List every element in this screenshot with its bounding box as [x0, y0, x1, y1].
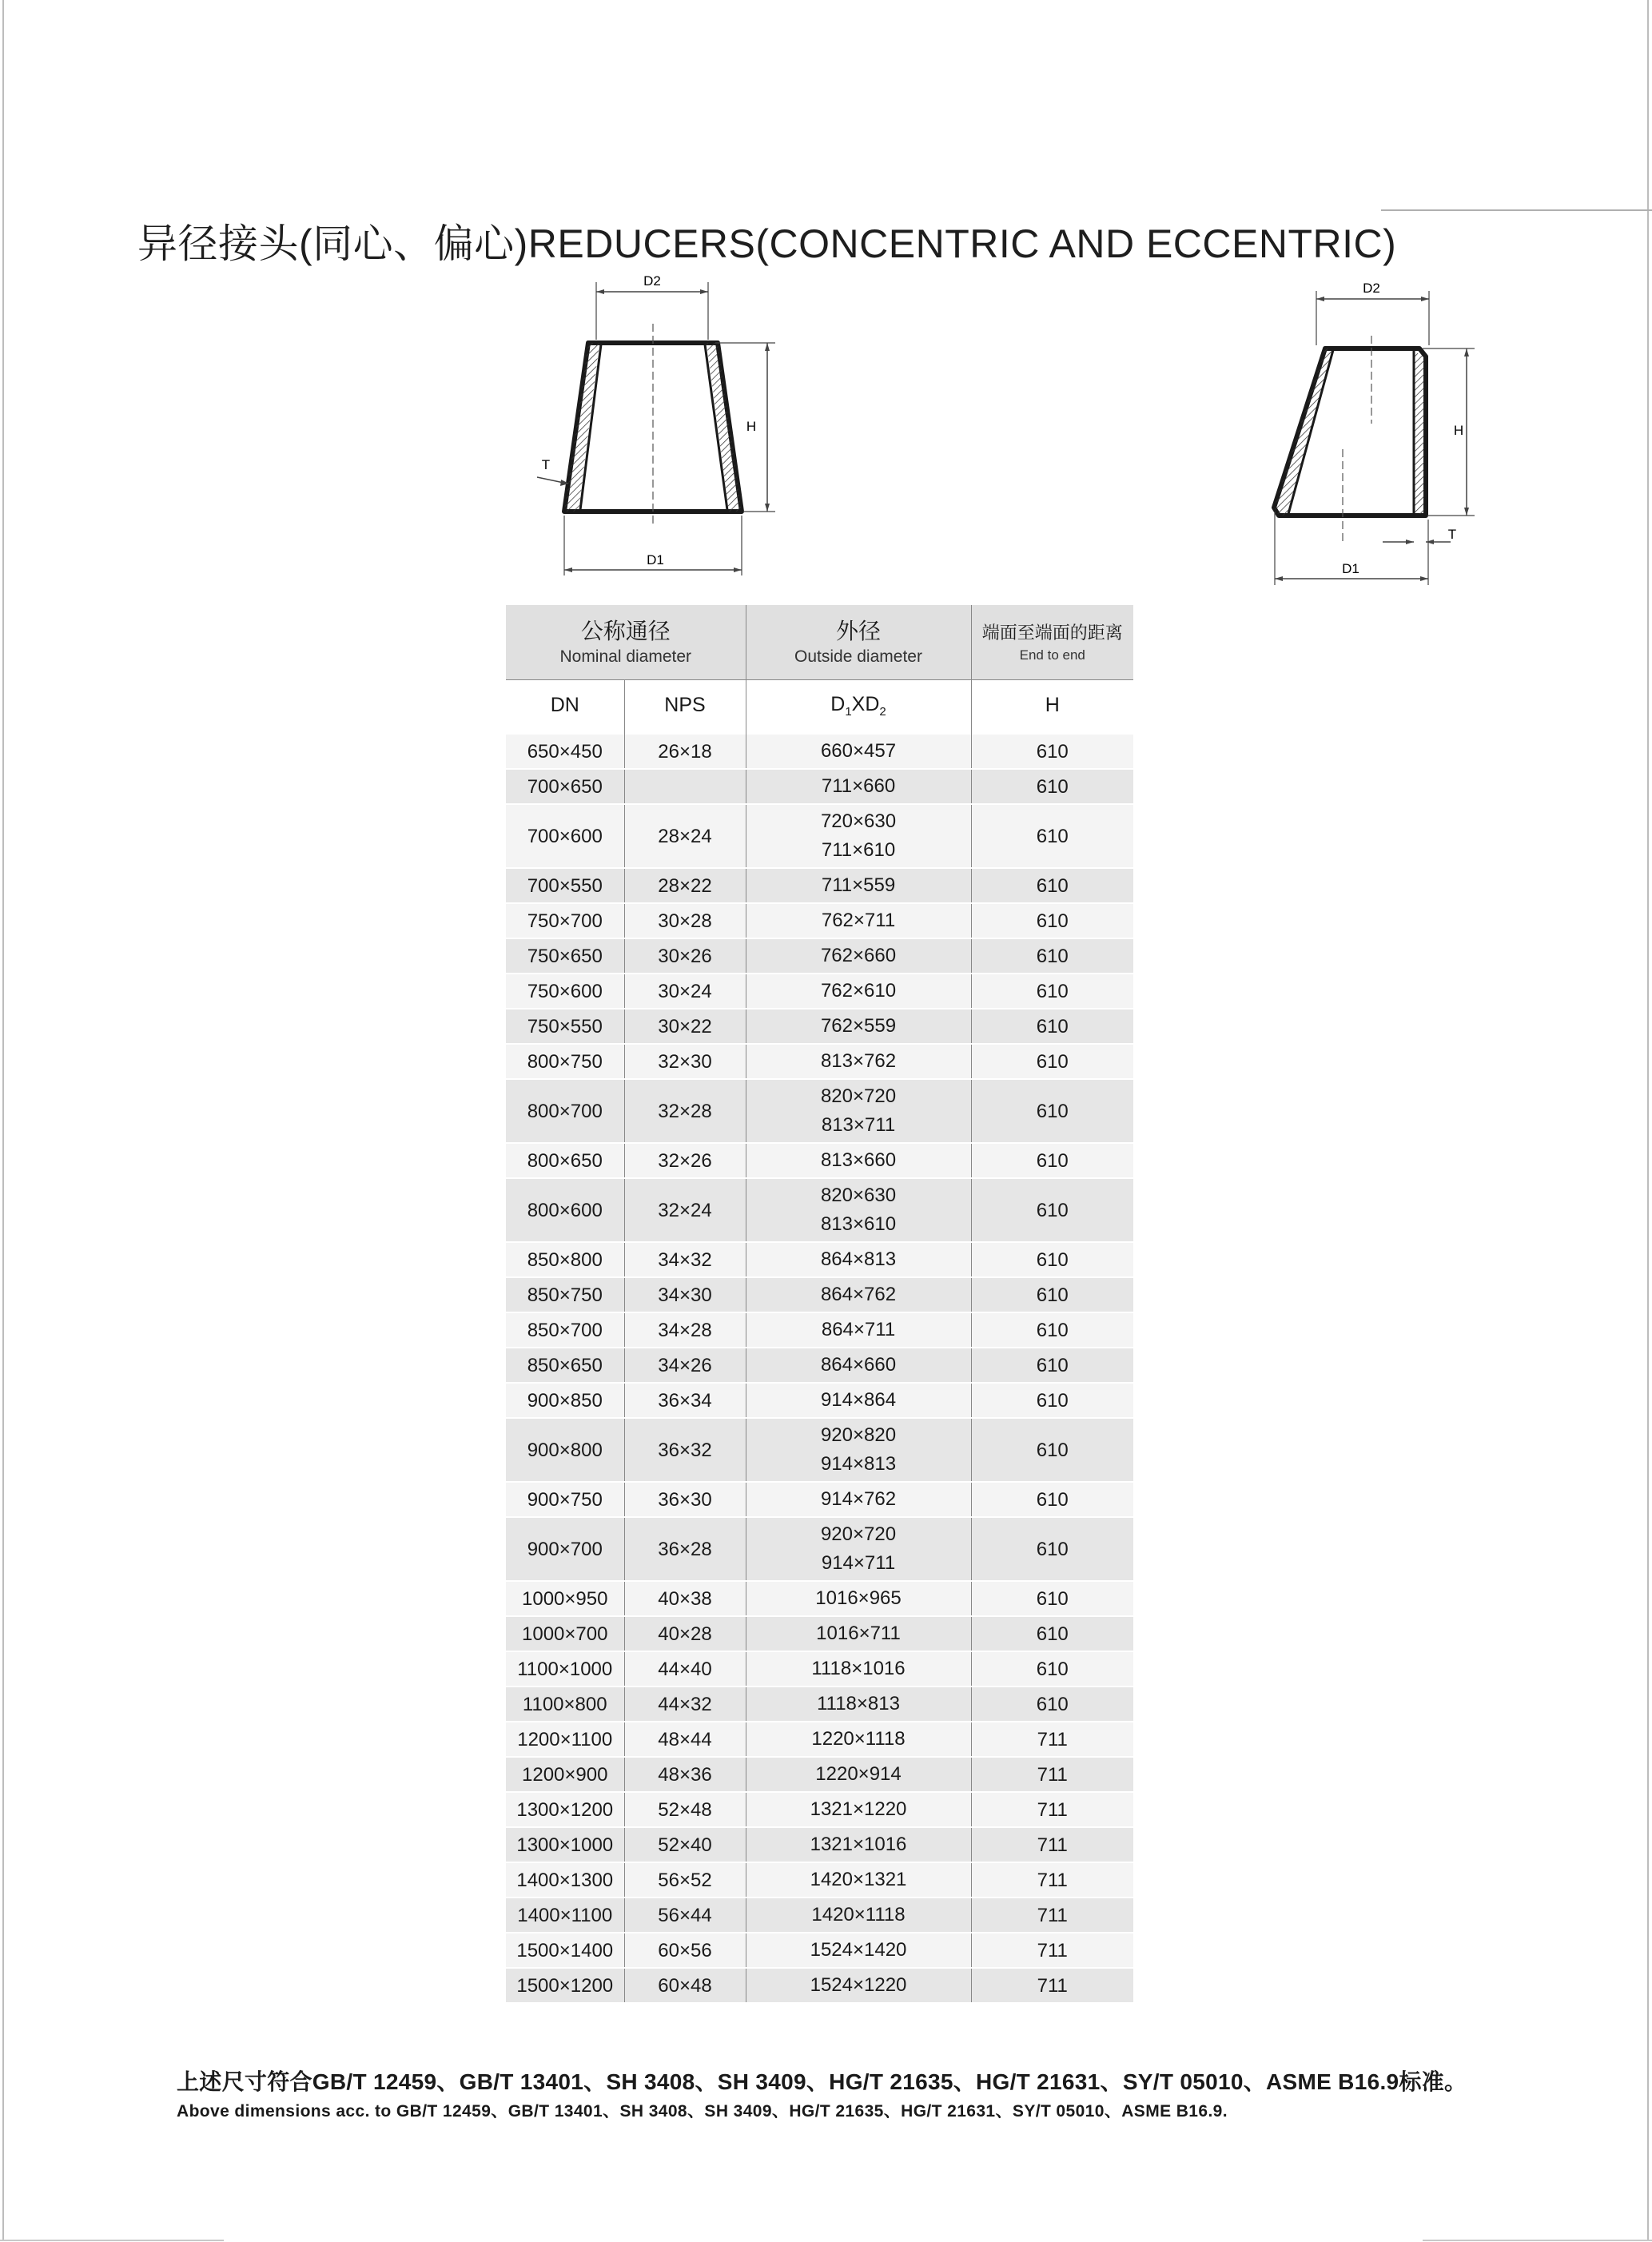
- cell-nps: 40×38: [624, 1581, 746, 1616]
- od-value: 914×864: [820, 1389, 897, 1411]
- od-value: 1118×813: [817, 1693, 900, 1714]
- cell-od: [746, 769, 971, 804]
- cell-h: 610: [971, 1651, 1133, 1686]
- od-value: 813×762: [820, 1050, 897, 1072]
- col-dn: DN: [506, 680, 624, 731]
- cell-h: 610: [971, 1383, 1133, 1418]
- top-divider: [1381, 209, 1652, 211]
- od-value: 1321×1016: [810, 1834, 907, 1855]
- table-row: [506, 1827, 1133, 1862]
- cell-nps: 44×40: [624, 1651, 746, 1686]
- cell-od: [746, 868, 971, 903]
- od-value: 711×660: [821, 775, 896, 797]
- cell-dn: 1400×1100: [506, 1898, 624, 1933]
- table-row: [506, 1277, 1133, 1312]
- table-row: [506, 1757, 1133, 1792]
- cell-dn: 800×600: [506, 1178, 624, 1242]
- cell-h: 610: [971, 1616, 1133, 1651]
- table-row: [506, 1143, 1133, 1178]
- cell-nps: 34×26: [624, 1348, 746, 1383]
- cell-nps: 60×56: [624, 1933, 746, 1968]
- cell-h: 610: [971, 1312, 1133, 1348]
- cell-h: 610: [971, 868, 1133, 903]
- cell-dn: 700×650: [506, 769, 624, 804]
- table-row: [506, 1242, 1133, 1277]
- table-row: [506, 1009, 1133, 1044]
- cell-h: 711: [971, 1757, 1133, 1792]
- cell-od: [746, 1277, 971, 1312]
- cell-h: 610: [971, 1277, 1133, 1312]
- cell-dn: 750×550: [506, 1009, 624, 1044]
- od-value: 762×559: [820, 1015, 897, 1037]
- od-value: 813×610: [820, 1213, 897, 1235]
- nominal-en: Nominal diameter: [559, 647, 692, 666]
- od-value: 914×711: [821, 1552, 896, 1574]
- cell-h: 610: [971, 804, 1133, 868]
- cell-nps: 30×28: [624, 903, 746, 938]
- cell-od: [746, 1044, 971, 1079]
- cell-dn: 750×650: [506, 938, 624, 974]
- cell-h: 610: [971, 1686, 1133, 1722]
- cell-dn: 750×700: [506, 903, 624, 938]
- cell-h: 711: [971, 1722, 1133, 1757]
- od-value: 1420×1321: [810, 1869, 907, 1890]
- cell-od: [746, 1757, 971, 1792]
- cell-dn: 1300×1200: [506, 1792, 624, 1827]
- cell-nps: 52×40: [624, 1827, 746, 1862]
- od-value: 720×630: [820, 810, 897, 832]
- table-row: [506, 1862, 1133, 1898]
- cell-nps: 28×24: [624, 804, 746, 868]
- cell-od: [746, 1348, 971, 1383]
- cell-dn: 1000×950: [506, 1581, 624, 1616]
- cell-dn: 700×600: [506, 804, 624, 868]
- table-row: [506, 1792, 1133, 1827]
- od-value: 762×610: [820, 980, 897, 1002]
- table-row: [506, 1686, 1133, 1722]
- table-body: [506, 735, 1133, 2003]
- eccentric-h-label: H: [1453, 423, 1464, 438]
- cell-h: 610: [971, 1517, 1133, 1581]
- od-value: 920×820: [820, 1424, 897, 1446]
- concentric-d1-label: D1: [647, 552, 664, 567]
- cell-dn: 700×550: [506, 868, 624, 903]
- cell-dn: 900×700: [506, 1517, 624, 1581]
- bottom-rule-right: [1423, 2240, 1652, 2241]
- cell-dn: 850×700: [506, 1312, 624, 1348]
- cell-od: [746, 1827, 971, 1862]
- od-value: 1220×914: [815, 1763, 902, 1785]
- od-value: 820×630: [820, 1185, 897, 1206]
- od-value: 864×711: [821, 1319, 896, 1340]
- cell-od: [746, 1968, 971, 2003]
- concentric-h-label: H: [746, 419, 757, 434]
- cell-h: 711: [971, 1933, 1133, 1968]
- table-row: [506, 1722, 1133, 1757]
- od-value: 1220×1118: [811, 1728, 906, 1750]
- od-value: 1118×1016: [811, 1658, 906, 1679]
- od-value: 1524×1420: [810, 1939, 907, 1961]
- table-row: [506, 1517, 1133, 1581]
- cell-nps: 34×32: [624, 1242, 746, 1277]
- cell-od: [746, 1686, 971, 1722]
- cell-nps: 40×28: [624, 1616, 746, 1651]
- cell-nps: 36×32: [624, 1418, 746, 1482]
- cell-dn: 850×650: [506, 1348, 624, 1383]
- cell-nps: 30×22: [624, 1009, 746, 1044]
- cell-dn: 750×600: [506, 974, 624, 1009]
- table-row: [506, 1044, 1133, 1079]
- outside-diameter-header: [746, 605, 971, 680]
- concentric-d2-label: D2: [643, 273, 661, 289]
- cell-od: [746, 1178, 971, 1242]
- table-header-group: [506, 605, 1133, 680]
- cell-dn: 900×800: [506, 1418, 624, 1482]
- cell-nps: 34×30: [624, 1277, 746, 1312]
- cell-h: 610: [971, 1418, 1133, 1482]
- cell-od: [746, 1722, 971, 1757]
- cell-od: [746, 735, 971, 769]
- cell-od: [746, 1383, 971, 1418]
- od-value: 762×711: [821, 910, 896, 931]
- od-value: 1321×1220: [810, 1798, 907, 1820]
- cell-h: 711: [971, 1792, 1133, 1827]
- cell-nps: 36×34: [624, 1383, 746, 1418]
- cell-dn: 1100×1000: [506, 1651, 624, 1686]
- od-value: 660×457: [820, 740, 897, 762]
- od-value: 1420×1118: [811, 1904, 906, 1925]
- nominal-cn: 公称通径: [580, 618, 671, 643]
- cell-h: 711: [971, 1862, 1133, 1898]
- cell-od: [746, 1581, 971, 1616]
- cell-od: [746, 1862, 971, 1898]
- od-value: 711×610: [821, 839, 896, 861]
- od-value: 711×559: [821, 874, 896, 896]
- cell-nps: 26×18: [624, 735, 746, 769]
- cell-dn: 1500×1200: [506, 1968, 624, 2003]
- table-row: [506, 1651, 1133, 1686]
- cell-h: 610: [971, 1242, 1133, 1277]
- table-row: [506, 868, 1133, 903]
- cell-dn: 1000×700: [506, 1616, 624, 1651]
- cell-h: 610: [971, 1348, 1133, 1383]
- od-value: 914×813: [820, 1453, 897, 1475]
- col-nps: NPS: [624, 680, 746, 731]
- cell-od: [746, 804, 971, 868]
- cell-dn: 800×750: [506, 1044, 624, 1079]
- table-row: [506, 1581, 1133, 1616]
- cell-h: 610: [971, 974, 1133, 1009]
- table-row: [506, 1383, 1133, 1418]
- cell-dn: 1400×1300: [506, 1862, 624, 1898]
- od-value: 820×720: [820, 1085, 897, 1107]
- col-od: $D_1XD_2$: [746, 680, 971, 731]
- concentric-t-label: T: [541, 457, 551, 472]
- cell-od: [746, 1792, 971, 1827]
- table-row: [506, 1418, 1133, 1482]
- od-value: 1016×711: [816, 1623, 901, 1644]
- od-value: 914×762: [820, 1488, 897, 1510]
- cell-dn: 850×800: [506, 1242, 624, 1277]
- cell-od: [746, 1898, 971, 1933]
- cell-od: [746, 1933, 971, 1968]
- cell-nps: 32×26: [624, 1143, 746, 1178]
- cell-od: [746, 1143, 971, 1178]
- end-to-end-header: [971, 605, 1133, 680]
- od-value: 1524×1220: [810, 1974, 907, 1996]
- table-row: [506, 1898, 1133, 1933]
- cell-nps: 56×52: [624, 1862, 746, 1898]
- table-subheader: [506, 680, 1133, 731]
- cell-h: 610: [971, 735, 1133, 769]
- cell-od: [746, 938, 971, 974]
- cell-nps: 30×24: [624, 974, 746, 1009]
- cell-nps: [624, 769, 746, 804]
- od-value: 864×762: [820, 1284, 897, 1305]
- standards-note-en: Above dimensions acc. to GB/T 12459、GB/T 13401、SH 3408、SH 3409、HG/T 21635、HG/T 21631、SY/T 05010、ASME B16.9.: [177, 2102, 1228, 2121]
- cell-h: 610: [971, 903, 1133, 938]
- standards-note-cn: 上述尺寸符合GB/T 12459、GB/T 13401、SH 3408、SH 3409、HG/T 21635、HG/T 21631、SY/T 05010、ASME B16.9标准。: [177, 2069, 1467, 2094]
- cell-od: [746, 1517, 971, 1581]
- cell-od: [746, 974, 971, 1009]
- end-cn: 端面至端面的距离: [981, 622, 1123, 643]
- eccentric-d2-label: D2: [1363, 281, 1380, 296]
- cell-nps: 32×30: [624, 1044, 746, 1079]
- table-row: [506, 735, 1133, 769]
- table-row: [506, 903, 1133, 938]
- table-row: [506, 1933, 1133, 1968]
- table-row: [506, 769, 1133, 804]
- cell-h: 711: [971, 1827, 1133, 1862]
- table-row: [506, 1079, 1133, 1143]
- table-row: [506, 938, 1133, 974]
- eccentric-t-label: T: [1447, 527, 1457, 542]
- cell-dn: 1200×900: [506, 1757, 624, 1792]
- cell-nps: 36×28: [624, 1517, 746, 1581]
- col-h: H: [971, 680, 1133, 731]
- cell-dn: 1100×800: [506, 1686, 624, 1722]
- od-value: 813×660: [820, 1149, 897, 1171]
- od-value: 762×660: [820, 945, 897, 966]
- cell-nps: 34×28: [624, 1312, 746, 1348]
- cell-od: [746, 1312, 971, 1348]
- cell-dn: 800×700: [506, 1079, 624, 1143]
- cell-dn: 850×750: [506, 1277, 624, 1312]
- reducer-dimensions-table: [506, 605, 1133, 2004]
- cell-h: 610: [971, 1079, 1133, 1143]
- table-row: [506, 1968, 1133, 2003]
- od-value: 864×660: [820, 1354, 897, 1376]
- cell-dn: 900×750: [506, 1482, 624, 1517]
- od-value: 864×813: [820, 1248, 897, 1270]
- cell-od: [746, 1242, 971, 1277]
- cell-dn: 800×650: [506, 1143, 624, 1178]
- cell-dn: 1300×1000: [506, 1827, 624, 1862]
- od-value: 813×711: [821, 1114, 896, 1136]
- eccentric-d1-label: D1: [1342, 561, 1359, 576]
- cell-h: 610: [971, 1581, 1133, 1616]
- cell-od: [746, 1418, 971, 1482]
- nominal-diameter-header: [506, 605, 746, 680]
- cell-h: 610: [971, 1044, 1133, 1079]
- od-value: 920×720: [820, 1523, 897, 1545]
- cell-h: 711: [971, 1968, 1133, 2003]
- cell-nps: 30×26: [624, 938, 746, 974]
- eccentric-reducer-diagram: [1255, 272, 1495, 587]
- cell-od: [746, 1616, 971, 1651]
- cell-nps: 52×48: [624, 1792, 746, 1827]
- cell-nps: 48×44: [624, 1722, 746, 1757]
- outside-cn: 外径: [836, 618, 882, 643]
- cell-od: [746, 1079, 971, 1143]
- bottom-rule-left: [0, 2240, 224, 2241]
- cell-nps: 32×24: [624, 1178, 746, 1242]
- cell-dn: 900×850: [506, 1383, 624, 1418]
- cell-nps: 32×28: [624, 1079, 746, 1143]
- outside-en: Outside diameter: [794, 647, 922, 666]
- table-row: [506, 804, 1133, 868]
- cell-nps: 56×44: [624, 1898, 746, 1933]
- cell-od: [746, 903, 971, 938]
- cell-nps: 44×32: [624, 1686, 746, 1722]
- cell-od: [746, 1009, 971, 1044]
- cell-nps: 60×48: [624, 1968, 746, 2003]
- cell-dn: 1500×1400: [506, 1933, 624, 1968]
- table-row: [506, 974, 1133, 1009]
- table-row: [506, 1178, 1133, 1242]
- cell-h: 610: [971, 769, 1133, 804]
- cell-nps: 36×30: [624, 1482, 746, 1517]
- cell-od: [746, 1482, 971, 1517]
- cell-h: 610: [971, 1482, 1133, 1517]
- table-row: [506, 1348, 1133, 1383]
- cell-h: 610: [971, 1009, 1133, 1044]
- cell-dn: 650×450: [506, 735, 624, 769]
- cell-nps: 28×22: [624, 868, 746, 903]
- cell-h: 610: [971, 1178, 1133, 1242]
- concentric-reducer-diagram: [512, 268, 783, 583]
- cell-h: 711: [971, 1898, 1133, 1933]
- od-value: 1016×965: [815, 1587, 902, 1609]
- table-row: [506, 1312, 1133, 1348]
- page-title: 异径接头(同心、偏心)REDUCERS(CONCENTRIC AND ECCENTRIC): [137, 221, 1397, 266]
- cell-od: [746, 1651, 971, 1686]
- table-row: [506, 1616, 1133, 1651]
- cell-nps: 48×36: [624, 1757, 746, 1792]
- end-en: End to end: [1019, 647, 1085, 663]
- cell-h: 610: [971, 1143, 1133, 1178]
- table-row: [506, 1482, 1133, 1517]
- cell-h: 610: [971, 938, 1133, 974]
- cell-dn: 1200×1100: [506, 1722, 624, 1757]
